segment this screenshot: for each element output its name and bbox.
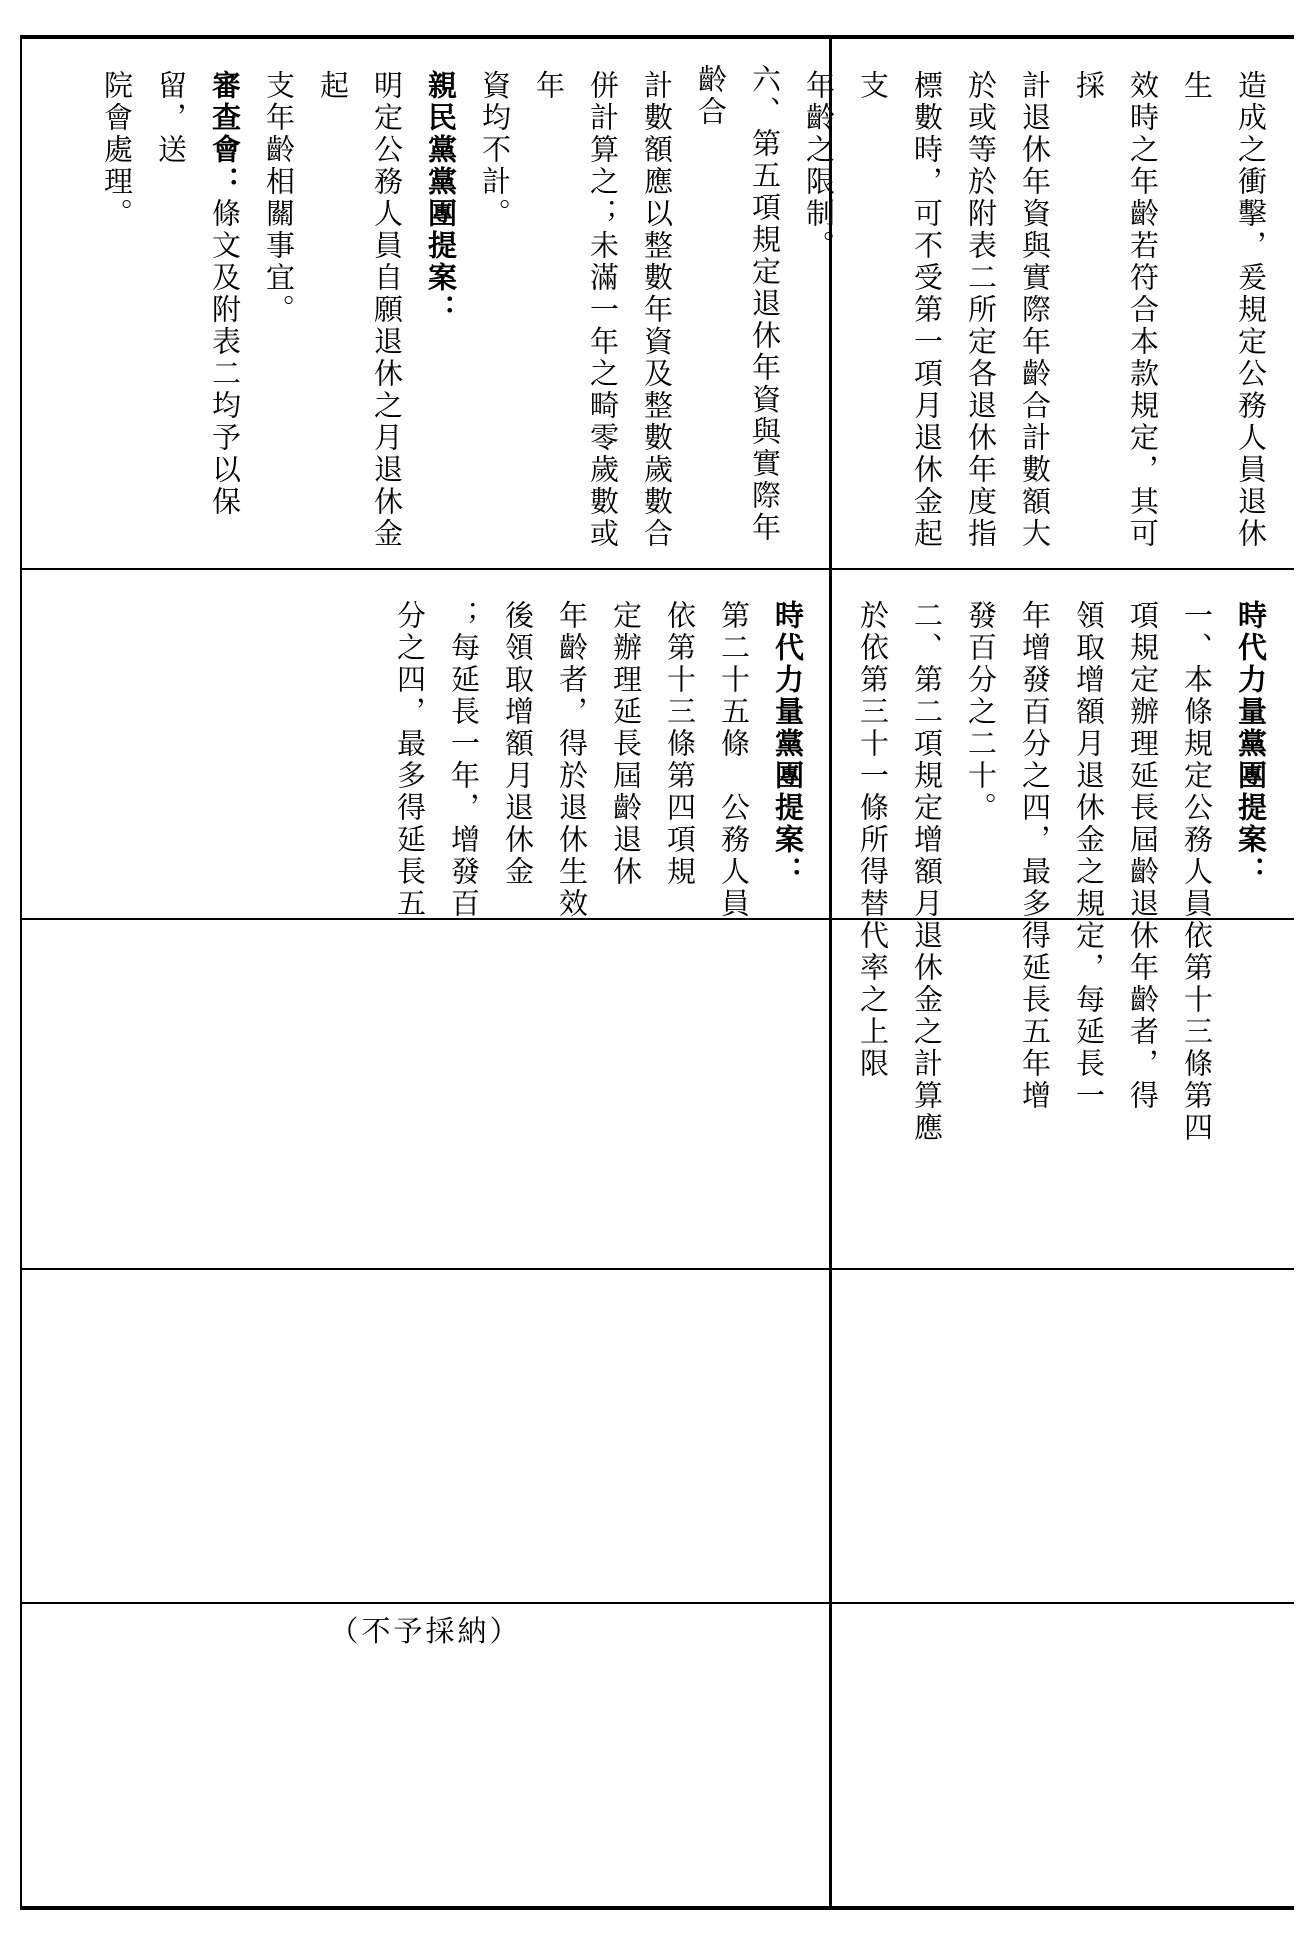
explanation-line: 於或等於附表二所定各退休年度指 — [964, 70, 998, 550]
review-text: 條文及附表二均予以保留，送 — [154, 70, 242, 518]
npp-explanation-line: 發百分之二十。 — [964, 600, 998, 824]
review-label: 審查會： — [208, 70, 242, 198]
npp-explanation-cell — [832, 570, 1292, 1906]
explanation-line: 效時之年齡若符合本款規定，其可採 — [1072, 70, 1160, 550]
explanation-line: 年齡之限制。 — [802, 70, 836, 262]
npp-explanation-line: 項規定辦理延長屆齡退休年齡者，得 — [1126, 600, 1160, 1112]
explanation-line: 標數時，可不受第一項月退休金起支 — [856, 70, 944, 550]
npp-explanation-item-1: 一、本條規定公務人員依第十三條第四 — [1180, 600, 1214, 1144]
npp-article-line: 分之四，最多得延長五 — [393, 600, 427, 920]
pfp-line: 明定公務人員自願退休之月退休金起 — [316, 70, 404, 550]
explanation-item-6: 六、第五項規定退休年資與實際年齡合 — [694, 64, 782, 544]
npp-article-heading-text: 時代力量黨團提案： — [771, 600, 805, 888]
npp-explanation-line: 領取增額月退休金之規定，每延長一 — [1072, 600, 1106, 1112]
explanation-line: 資均不計。 — [478, 70, 512, 230]
top-border — [20, 35, 1294, 39]
decision-cell — [22, 1604, 829, 1906]
npp-explanation-line: 年增發百分之四，最多得延長五年增 — [1018, 600, 1052, 1112]
npp-explanation-line: 於依第三十一條所得替代率之上限 — [856, 600, 890, 1080]
npp-article-heading — [761, 600, 815, 920]
review-line — [144, 70, 252, 568]
npp-article-line: 年齡者，得於退休生效 — [555, 600, 589, 920]
npp-article-line: 定辦理延長屆齡退休 — [609, 600, 643, 888]
explanation-line: 計退休年資與實際年齡合計數額大 — [1018, 70, 1052, 550]
npp-explanation-item-2: 二、第二項規定增額月退休金之計算應 — [910, 600, 944, 1144]
npp-explanation-heading-text: 時代力量黨團提案： — [1234, 600, 1268, 888]
npp-article-line: 依第十三條第四項規 — [663, 600, 697, 888]
pfp-heading-text: 親民黨黨團提案： — [424, 70, 458, 326]
bottom-border — [20, 1906, 1294, 1910]
decision-text: （不予採納） — [329, 1614, 522, 1648]
npp-article-line: ；每延長一年，增發百 — [447, 600, 481, 920]
npp-article-line: 第二十五條 公務人員 — [717, 600, 751, 920]
explanation-line: 造成之衝擊，爰規定公務人員退休生 — [1180, 70, 1268, 550]
npp-article-cell — [22, 570, 829, 920]
pfp-line: 支年齡相關事宜。 — [262, 70, 296, 326]
explanation-line: 併計算之；未滿一年之畸零歲數或年 — [532, 70, 620, 550]
review-line: 院會處理。 — [100, 70, 134, 230]
explanation-cell — [100, 40, 1292, 568]
pfp-heading — [414, 70, 468, 568]
npp-explanation-heading — [1224, 600, 1278, 1906]
npp-article-line: 後領取增額月退休金 — [501, 600, 535, 888]
explanation-line: 計數額應以整數年資及整數歲數合 — [640, 70, 674, 550]
